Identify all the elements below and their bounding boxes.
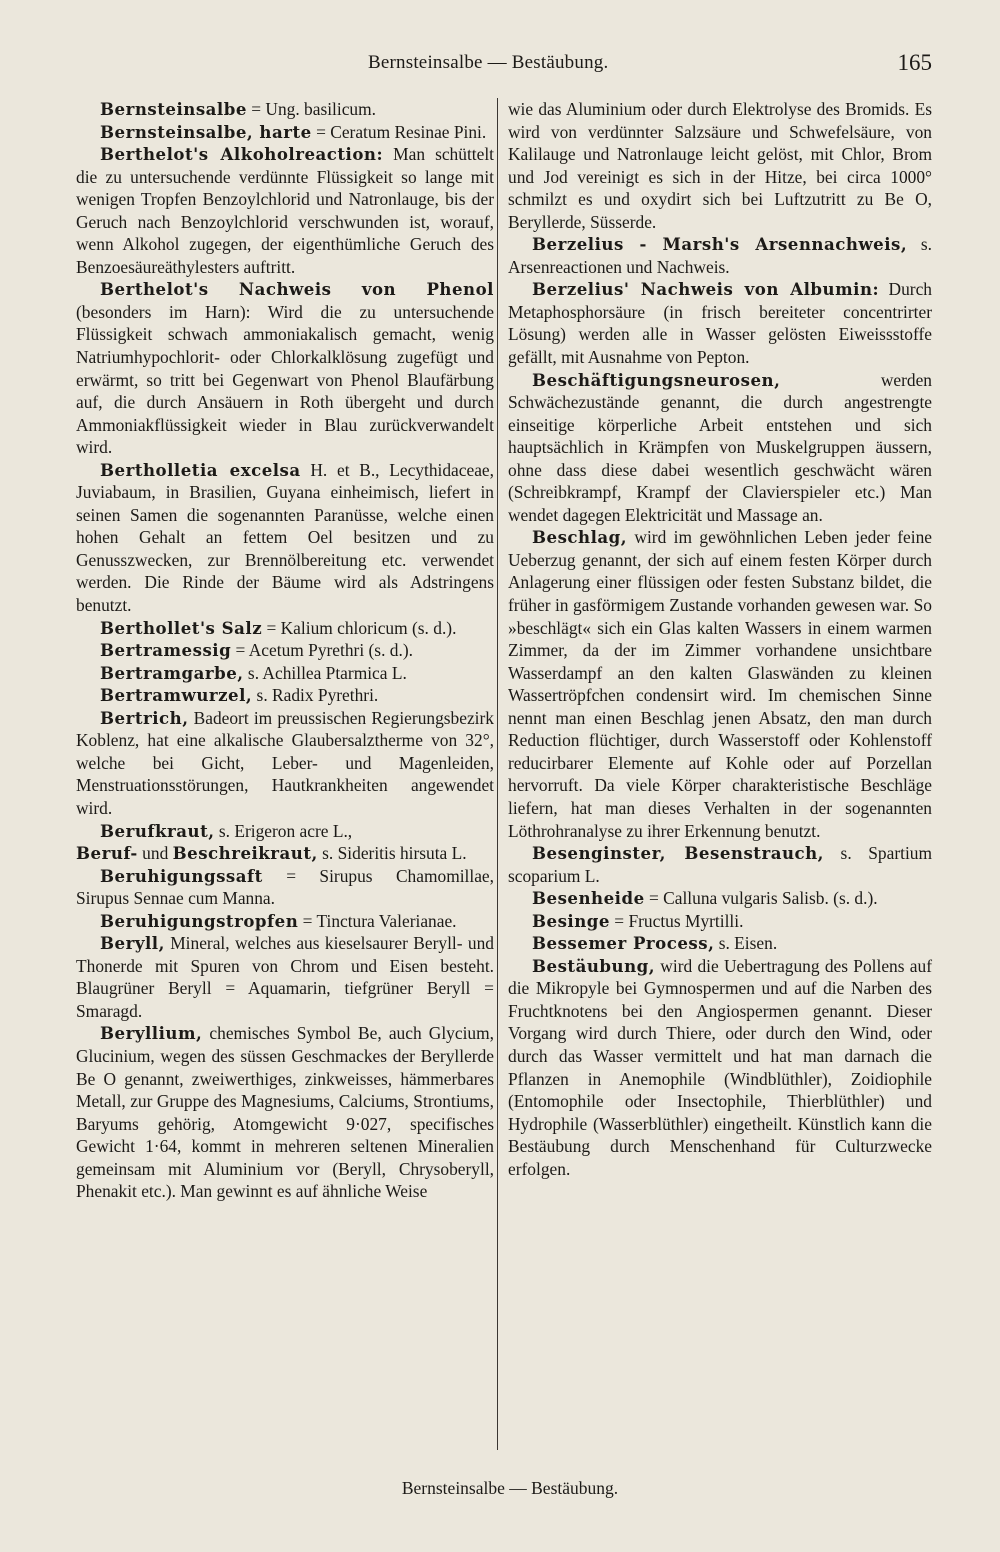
dictionary-entry xyxy=(508,955,932,1180)
entry-text: Badeort im preussischen Regierungsbezirk Koblenz, hat eine alkalische Glaubersalztherme von 32°, welche bei Gicht, Leber- und Magenleiden, Menstruationsstörungen, Hautkrankheiten angewendet wird. xyxy=(76,707,494,818)
dictionary-entry xyxy=(76,910,494,933)
entry-text: Mineral, welches aus kieselsaurer Beryll- und Thonerde mit Spuren von Chrom und Eisen besteht. Blaugrüner Beryll = Aquamarin, tiefgrüner Beryll = Smaragd. xyxy=(76,933,494,1021)
headword: Bertrich, xyxy=(100,707,189,728)
entry-text: = Kalium chloricum (s. d.). xyxy=(262,617,457,638)
dictionary-entry xyxy=(76,684,494,707)
headword: Besinge xyxy=(532,910,610,931)
entry-text: = Ung. basilicum. xyxy=(246,99,377,119)
entry-text: wird im gewöhnlichen Leben jeder feine Ueberzug genannt, der sich auf einem festen Körper durch Anlagerung einer flüssigen oder festen Substanz bildet, die früher in gasförmigem Zustande vorhanden gewesen war. So »beschlägt« sich ein Glas kalten Wassers in einem warmen Zimmer, da der im Zimmer vorhandene unsichtbare Wasserdampf an den kalten Glaswänden zu kleinen Wassertröpfchen condensirt wird. Im chemischen Sinne nennt man einen Beschlag jenen Absatz, den man durch Reduction flüchtiger, durch Wasserstoff oder Kohlenstoff reducirbarer Elemente auf Kohle oder auf Porzellan hervorruft. Da viele Körper charakteristische Beschläge liefern, hat man dieses Verhalten in der sogenannten Löthrohranalyse zu ihrer Erkennung benutzt. xyxy=(508,527,932,841)
dictionary-entry xyxy=(76,820,494,843)
headword: Beryll, xyxy=(100,933,165,954)
dictionary-entry xyxy=(508,910,932,933)
dictionary-entry xyxy=(508,842,932,887)
dictionary-entry xyxy=(76,639,494,662)
page-number: 165 xyxy=(897,50,932,75)
dictionary-entry xyxy=(76,1022,494,1202)
right-column xyxy=(508,98,932,1180)
headword: Bessemer Process, xyxy=(532,933,715,954)
headword: Berufkraut, xyxy=(100,820,215,841)
entry-text: wie das Aluminium oder durch Elektrolyse des Bromids. Es wird von verdünnter Salzsäure und Schwefelsäure, von Kalilauge und Natronlauge leicht gelöst, mit Chlor, Brom und Jod vereinigt es sich in der Hitze, bei circa 1000° schmilzt es und oxydirt sich bei Luftzutritt zu Be O, Beryllerde, Süsserde. xyxy=(508,99,932,232)
entry-text: = Sirupus Chamomillae, Sirupus Sennae cum Manna. xyxy=(76,865,494,909)
entry-text: s. Achillea Ptarmica L. xyxy=(243,662,407,683)
entry-text: und xyxy=(137,843,173,864)
headword: Bertholletia excelsa xyxy=(100,459,301,480)
dictionary-entry xyxy=(508,369,932,527)
entry-text: = Ceratum Resinae Pini. xyxy=(311,121,487,142)
entry-text: = Acetum Pyrethri (s. d.). xyxy=(231,640,413,661)
headword: Berzelius' Nachweis von Albumin: xyxy=(532,279,880,300)
page-header xyxy=(0,46,1000,82)
entry-text: werden Schwächezustände genannt, die durch angestrengte einseitige körperliche Arbeit entstehen und sich hauptsächlich in Krämpfen von Muskelgruppen äussern, ohne dass diese dabei wesentlich geschwächt wären (Schreibkrampf, Krampf der Clavierspieler etc.) Man wendet dagegen Elektricität und Massage an. xyxy=(508,369,932,525)
dictionary-entry xyxy=(76,143,494,278)
headword: Beschäftigungsneurosen, xyxy=(532,369,781,390)
headword: Besenheide xyxy=(532,888,645,909)
dictionary-entry xyxy=(76,932,494,1022)
entry-text: s. Radix Pyrethri. xyxy=(252,685,379,706)
entry-text: (besonders im Harn): Wird die zu untersuchende Flüssigkeit schwach ammoniakalisch gemacht, wenig Natriumhypochlorit- oder Chlorkalklösung zugefügt und erwärmt, so tritt bei Gegenwart von Phenol Blaufärbung auf, die durch Ansäuern in Roth übergeht und durch Ammoniakflüssigkeit wieder in Blau zurückverwandelt wird. xyxy=(76,301,494,458)
dictionary-entry xyxy=(508,887,932,910)
entry-text: = Fructus Myrtilli. xyxy=(609,910,744,931)
dictionary-entry xyxy=(76,121,494,144)
headword: Berzelius - Marsh's Arsennachweis, xyxy=(532,234,908,255)
column-divider xyxy=(497,98,498,1450)
headword: Berthelot's Nachweis von Phenol xyxy=(100,279,494,300)
headword: Bertramessig xyxy=(100,640,232,661)
dictionary-entry xyxy=(508,932,932,955)
headword: Bertramwurzel, xyxy=(100,685,253,706)
dictionary-entry xyxy=(76,662,494,685)
dictionary-entry xyxy=(76,98,494,121)
entry-text: s. Sideritis hirsuta L. xyxy=(317,843,467,864)
headword: Beryllium, xyxy=(100,1023,203,1044)
headword: Beruhigungstropfen xyxy=(100,910,299,931)
entry-text: Man schüttelt die zu untersuchende verdünnte Flüssigkeit so lange mit wenigen Tropfen Benzoylchlorid und Natronlauge, bis der Geruch nach Benzoylchlorid verschwunden ist, worauf, wenn Alkohol zugegen, der eigenthümliche Geruch des Benzoesäureäthylesters auftritt. xyxy=(76,144,494,277)
entry-text: wird die Uebertragung des Pollens auf die Mikropyle bei Gymnospermen und auf die Narben des Fruchtknotens bei den Angiospermen genannt. Dieser Vorgang wird durch Thiere, oder durch den Wind, oder durch das Wasser vermittelt und hat man darnach die Pflanzen in Anemophile (Windblüthler), Zoidiophile (Entomophile oder Insectophile, Thierblüthler) und Hydrophile (Wasserblüthler) eingetheilt. Künstlich kann die Bestäubung durch Menschenhand für Culturzwecke erfolgen. xyxy=(508,955,932,1179)
dictionary-entry xyxy=(76,617,494,640)
entry-text: = Calluna vulgaris Salisb. (s. d.). xyxy=(644,888,878,909)
entry-text: s. Arsenreactionen und Nachweis. xyxy=(508,234,933,277)
headword: Berthollet's Salz xyxy=(100,617,263,638)
entry-text: H. et B., Lecythidaceae, Juviabaum, in Brasilien, Guyana einheimisch, liefert in seinen Samen die sogenannten Paranüsse, welche einen hohen Gehalt an fettem Oel besitzen und zu Genusszwecken, zur Brennölbereitung etc. verwendet werden. Die Rinde der Bäume wird als Adstringens benutzt. xyxy=(76,459,494,616)
entry-text: s. Spartium scoparium L. xyxy=(508,843,933,886)
dictionary-entry xyxy=(76,842,494,865)
headword: Bestäubung, xyxy=(532,955,656,976)
headword: Berthelot's Alkoholreaction: xyxy=(100,144,384,165)
entry-text: chemisches Symbol Be, auch Glycium, Glucinium, wegen des süssen Geschmackes der Beryllerde Be O genannt, zweiwerthiges, zinkweisses, hämmerbares Metall, zur Gruppe des Magnesiums, Calciums, Strontiums, Baryums gehörig, Atomgewicht 9·027, specifisches Gewicht 1·64, kommt in mehreren seltenen Mineralien gemeinsam mit Aluminium vor (Beryll, Chrysoberyll, Phenakit etc.). Man gewinnt es auf ähnliche Weise xyxy=(76,1023,494,1202)
dictionary-entry xyxy=(508,278,932,368)
entry-text: = Tinctura Valerianae. xyxy=(298,910,457,931)
headword: Beruhigungssaft xyxy=(100,865,263,886)
dictionary-entry xyxy=(508,526,932,842)
headword: Beschlag, xyxy=(532,527,628,548)
running-head: Bernsteinsalbe — Bestäubung. xyxy=(368,52,609,73)
entry-text: s. Erigeron acre L., xyxy=(214,820,353,841)
dictionary-entry xyxy=(76,865,494,910)
dictionary-entry xyxy=(76,707,494,820)
headword: Bernsteinsalbe, harte xyxy=(100,121,312,142)
entry-text: s. Eisen. xyxy=(714,933,778,954)
entry-text: Durch Metaphosphorsäure (in frisch bereiteter concentrirter Lösung) werden alle in Wasser gelösten Eiweissstoffe gefällt, mit Ausnahme von Pepton. xyxy=(508,279,932,368)
page-footer: Bernsteinsalbe — Bestäubung. xyxy=(401,1478,619,1498)
headword: Bertramgarbe, xyxy=(100,662,244,683)
headword: Beschreikraut, xyxy=(172,843,318,864)
dictionary-entry xyxy=(76,459,494,617)
dictionary-entry xyxy=(508,233,932,278)
headword: Besenginster, Besenstrauch, xyxy=(532,843,824,864)
headword: Bernsteinsalbe xyxy=(100,99,247,119)
left-column xyxy=(76,98,494,1203)
dictionary-entry xyxy=(508,98,932,233)
headword: Beruf- xyxy=(76,843,138,864)
dictionary-entry xyxy=(76,278,494,458)
